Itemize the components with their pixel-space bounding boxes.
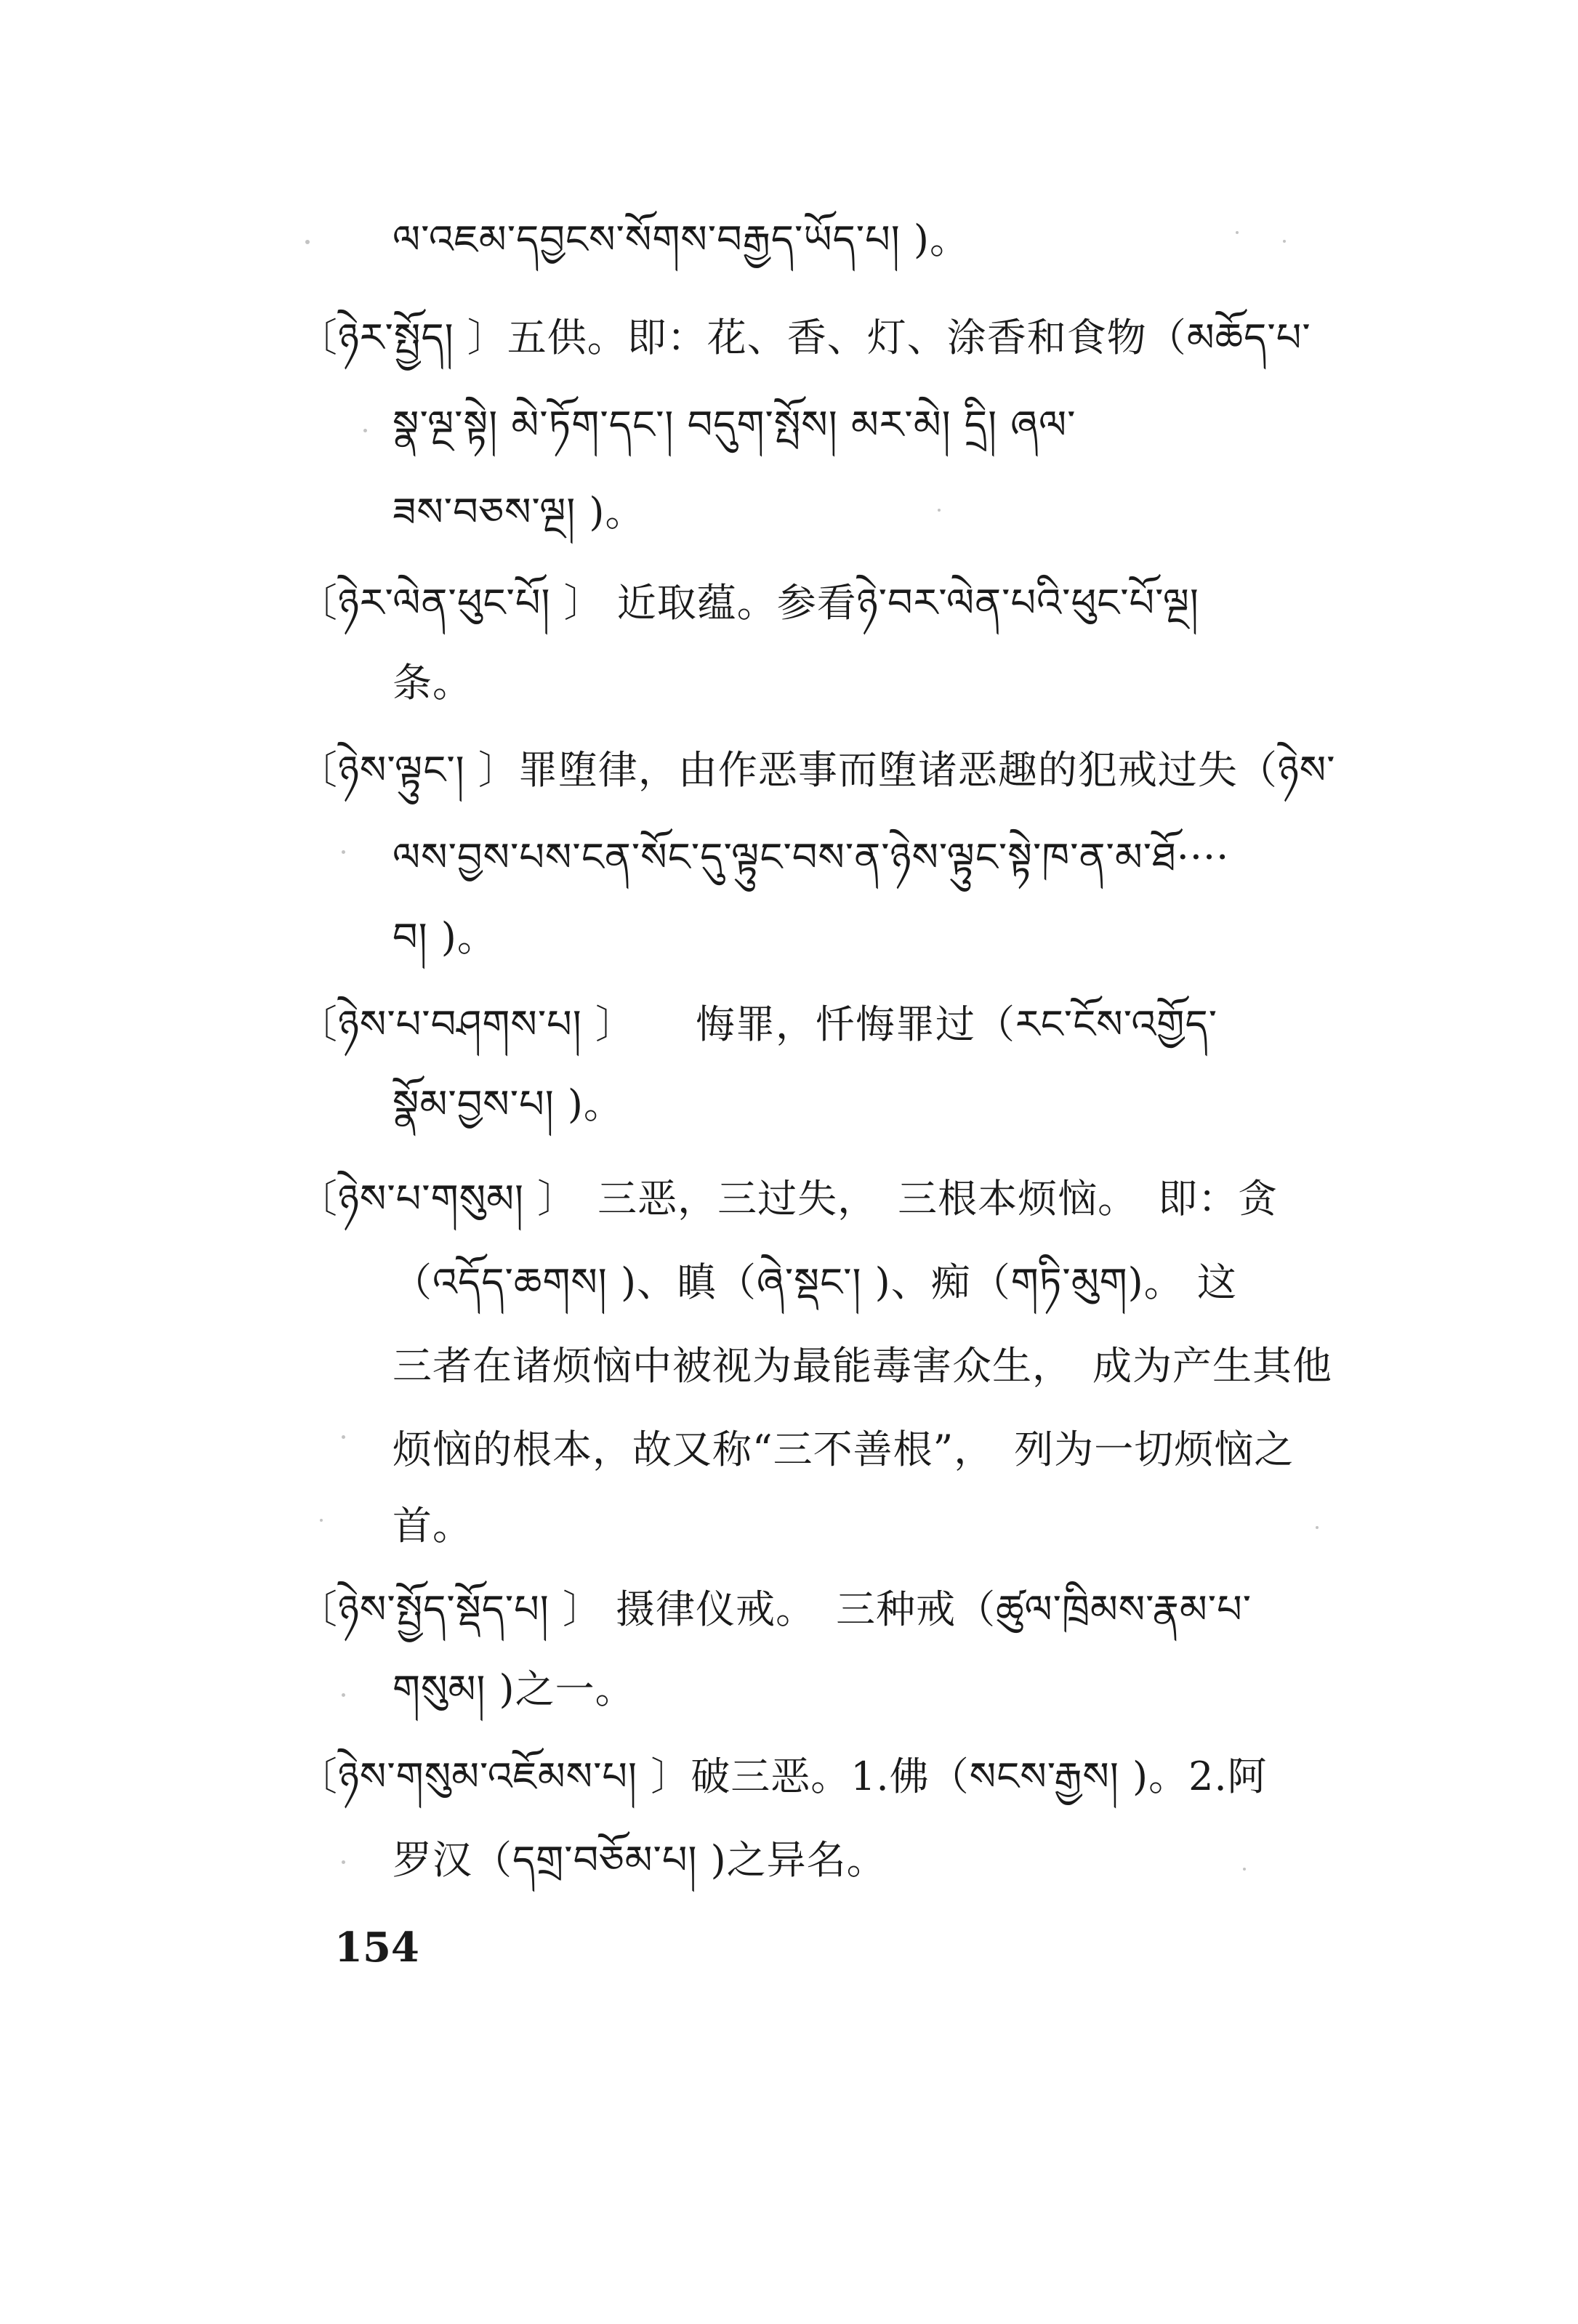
entry-headword-line: 〔ཉེར་སྤྱོད། 〕五供。即：花、香、灯、涂香和食物（མཆོད་པ་	[298, 315, 1311, 360]
entry-continuation-line: བ། )。	[393, 914, 497, 960]
scan-speck	[342, 1860, 345, 1864]
scan-speck	[363, 429, 367, 432]
scan-speck	[1243, 1868, 1246, 1871]
entry-continuation-line: （འདོད་ཆགས། )、瞋（ཞེ་སྡང་། )、痴（གཏི་མུག)。 这	[393, 1259, 1237, 1305]
entry-continuation-line: སྣ་ལྔ་སྟེ། མེ་ཏོག་དང་། བདུག་སྤོས། མར་མེ། དྲི། ཞལ་	[393, 402, 1076, 448]
scan-speck	[1316, 1526, 1319, 1529]
entry-continuation-line: 罗汉（དགྲ་བཅོམ་པ། )之异名。	[393, 1837, 887, 1883]
entry-continuation-line: 三者在诸烦恼中被视为最能毒害众生， 成为产生其他	[393, 1343, 1332, 1389]
entry-continuation-line: ལ་འཇམ་དབྱངས་སོགས་བརྒྱད་ཡོད་པ། )。	[393, 217, 970, 262]
entry-headword-line: 〔ཉེར་ལེན་ཕུང་པོ། 〕 近取蕴。参看ཉེ་བར་ལེན་པའི་ཕུང་པོ་ལྔ།	[298, 580, 1199, 626]
scan-speck	[305, 240, 310, 244]
entry-headword-line: 〔ཉེས་སྤྱོད་སྡོད་པ། 〕 摄律仪戒。 三种戒（ཚུལ་ཁྲིམས་རྣམ་པ་	[298, 1586, 1252, 1632]
scan-speck	[320, 1519, 323, 1522]
scan-speck	[1283, 240, 1286, 243]
scan-speck	[1236, 231, 1239, 234]
entry-continuation-line: གསུམ། )之一。	[393, 1666, 635, 1712]
entry-headword-line: 〔ཉེས་ལྟུང་། 〕罪堕律，由作恶事而堕诸恶趣的犯戒过失（ཉེས་	[298, 747, 1336, 793]
entry-continuation-line: སྣོམ་བྱས་པ། )。	[393, 1081, 624, 1127]
page-number: 154	[334, 1924, 419, 1972]
scan-speck	[342, 1435, 345, 1439]
entry-continuation-line: 首。	[393, 1503, 472, 1549]
entry-headword-line: 〔ཉེས་པ་བཤགས་པ། 〕 悔罪，忏悔罪过（རང་ངོས་འགྱོད་	[298, 1001, 1218, 1047]
entry-continuation-line: ལས་བྱས་པས་ངན་སོང་དུ་ལྟུང་བས་ན་ཉེས་ལྟུང་སྟེ་ཁ་ན་མ་ཐོ····	[393, 834, 1230, 880]
entry-headword-line: 〔ཉེས་པ་གསུམ། 〕 三恶，三过失， 三根本烦恼。 即：贪	[298, 1176, 1279, 1222]
scan-speck	[938, 509, 941, 512]
entry-headword-line: 〔ཉེས་གསུམ་འཇོམས་པ། 〕破三恶。1.佛（སངས་རྒྱས། )。2.阿	[298, 1754, 1268, 1799]
entry-continuation-line: ཟས་བཅས་ལྔ། )。	[393, 489, 645, 535]
entry-continuation-line: 条。	[393, 660, 472, 706]
entry-continuation-line: 烦恼的根本，故又称“三不善根”， 列为一切烦恼之	[393, 1427, 1295, 1472]
scan-speck	[342, 850, 345, 854]
scan-speck	[342, 1693, 345, 1697]
